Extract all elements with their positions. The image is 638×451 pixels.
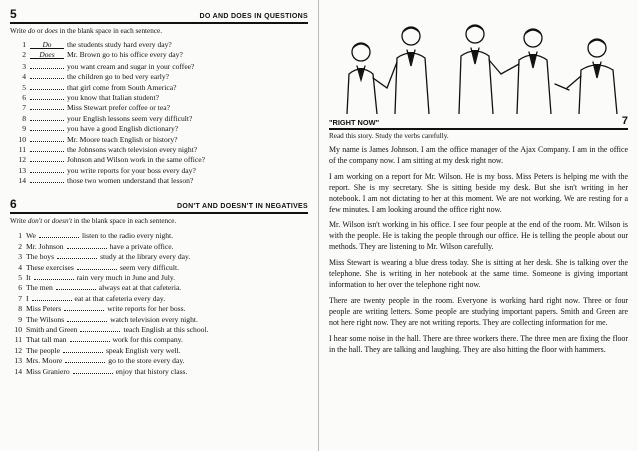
item-text: teach English at this school.	[123, 324, 209, 334]
item-text: you write reports for your boss every day?	[67, 165, 196, 175]
item-text: the children go to bed very early?	[67, 72, 170, 82]
item-subject: We	[26, 231, 36, 241]
answer-blank[interactable]	[30, 134, 64, 142]
exercise-6-item	[10, 334, 308, 344]
answer-blank[interactable]	[77, 262, 117, 270]
item-number: 2	[22, 50, 26, 60]
item-subject: The Wilsons	[26, 314, 65, 324]
exercise-6-item	[10, 366, 308, 376]
item-text: watch television every night.	[110, 314, 198, 324]
instruction-text: in the blank space in each sentence.	[72, 217, 177, 226]
item-number: 10	[14, 324, 22, 334]
item-text: have a private office.	[109, 241, 174, 251]
item-text: the students study hard every day?	[67, 40, 172, 49]
exercise-6-item	[10, 230, 308, 240]
answer-blank[interactable]	[39, 230, 79, 238]
exercise-6-item	[10, 241, 308, 251]
exercise-5-item	[10, 113, 308, 123]
item-text: Miss Stewart prefer coffee or tea?	[67, 103, 170, 113]
answer-blank[interactable]	[30, 165, 64, 173]
item-number: 14	[18, 176, 26, 186]
item-subject: Miss Peters	[26, 304, 62, 314]
item-text: that girl come from South America?	[67, 82, 177, 92]
item-number: 12	[18, 155, 26, 165]
answer-blank[interactable]	[73, 366, 113, 374]
section-title: DO AND DOES IN QUESTIONS	[199, 13, 308, 20]
item-number: 13	[18, 165, 26, 175]
answer-blank[interactable]: Does	[30, 51, 64, 59]
item-number: 7	[22, 103, 26, 113]
item-text: Mr. Brown go to his office every day?	[67, 50, 183, 60]
item-number: 11	[18, 144, 26, 154]
item-number: 7	[18, 293, 22, 303]
story-paragraph: I hear some noise in the hall. There are three workers there. The three men are fixing the floor in the hall. They are talking and laughing. They are also hitting the floor with hammers.	[329, 333, 628, 354]
item-number: 10	[18, 134, 26, 144]
item-text: enjoy that history class.	[115, 366, 188, 376]
item-text: eat at that cafeteria every day.	[74, 293, 166, 303]
answer-blank[interactable]	[65, 355, 105, 363]
exercise-6-item	[10, 262, 308, 272]
item-text: study at the library every day.	[100, 252, 191, 262]
exercise-6-item	[10, 272, 308, 282]
item-text: your English lessons seem very difficult?	[67, 113, 193, 123]
exercise-6-item	[10, 251, 308, 261]
item-number: 14	[14, 366, 22, 376]
item-subject: I	[26, 293, 29, 303]
item-subject: Mrs. Moore	[26, 356, 63, 366]
item-number: 5	[22, 82, 26, 92]
item-number: 5	[18, 273, 22, 283]
instruction-text: or	[42, 217, 52, 226]
instruction-word: do	[27, 27, 36, 35]
answer-blank[interactable]	[30, 82, 64, 90]
exercise-5-item	[10, 82, 308, 92]
answer-blank[interactable]	[67, 241, 107, 249]
item-text: you have a good English dictionary?	[67, 124, 179, 134]
story-text	[329, 145, 628, 355]
item-subject: Smith and Green	[26, 324, 78, 334]
exercise-5-item	[10, 102, 308, 112]
answer-blank[interactable]	[57, 251, 97, 259]
item-number: 1	[18, 231, 22, 241]
item-number: 9	[18, 314, 22, 324]
instruction-text: Write	[10, 217, 28, 226]
item-text: write reports for her boss.	[107, 304, 186, 314]
instruction-text: in the blank space in each sentence.	[57, 27, 163, 35]
section-title: DON'T AND DOESN'T IN NEGATIVES	[177, 203, 308, 211]
illustration-drawing	[325, 8, 631, 114]
answer-blank[interactable]	[56, 282, 96, 290]
exercise-5-item	[10, 144, 308, 154]
section-6-header	[10, 198, 308, 214]
item-number: 12	[14, 345, 22, 355]
exercise-6-item	[10, 314, 308, 324]
answer-blank[interactable]	[70, 334, 110, 342]
instruction-text: or	[35, 27, 45, 35]
office-people-illustration	[325, 8, 632, 114]
exercise-6-list	[10, 230, 308, 375]
item-number: 13	[14, 356, 22, 366]
exercise-5-list	[10, 40, 308, 185]
answer-blank[interactable]	[30, 154, 64, 162]
exercise-5-item	[10, 71, 308, 81]
story-paragraph: Mr. Wilson isn't working in his office. I see four people at the end of the room. Mr. Wilson is with the people. He is taking the people through our office. He is telling the people about our methods. They are listening to Mr. Wilson carefully.	[329, 220, 628, 252]
answer-blank[interactable]	[67, 314, 107, 322]
exercise-6-item	[10, 293, 308, 303]
answer-blank[interactable]	[30, 102, 64, 110]
item-subject: Miss Graniero	[26, 366, 70, 376]
story-paragraph: There are twenty people in the room. Everyone is working hard right now. Three or four people are writing letters. Some people are studying important papers. Smith and Green are not here right now. They are not writing reports. They are collecting information for me.	[329, 295, 628, 327]
item-text: seem very difficult.	[119, 262, 179, 272]
exercise-6-item	[10, 282, 308, 292]
story-paragraph: Miss Stewart is wearing a blue dress today. She is sitting at her desk. She is talking over the telephone. She is writing in her notebook at the same time. Someone is giving important information to her over the telephone right now.	[329, 258, 628, 289]
item-number: 4	[22, 72, 26, 82]
item-number: 1	[22, 40, 26, 49]
story-paragraph: I am working on a report for Mr. Wilson. He is my boss. Miss Peters is helping me with the report. She is my secretary. She is sitting beside my desk. But she isn't writing in her notebook. I am not dictating to her at this moment. We are not working. We are resting for a few minutes. I am looking around the office right now.	[329, 171, 628, 214]
answer-blank[interactable]	[30, 71, 64, 79]
item-text: go to the store every day.	[108, 356, 185, 366]
answer-blank[interactable]: Do	[30, 41, 64, 49]
section-number: 5	[10, 7, 17, 21]
item-text: listen to the radio every night.	[81, 231, 174, 241]
item-text: speak English very well.	[105, 345, 181, 355]
item-text: the Johnsons watch television every night?	[67, 144, 198, 154]
item-number: 2	[18, 241, 22, 251]
instruction-word: don't	[27, 217, 43, 226]
exercise-6-item	[10, 324, 308, 334]
answer-blank[interactable]	[30, 92, 64, 100]
exercise-6-item	[10, 355, 308, 365]
section-number: 6	[10, 197, 17, 212]
story-title: "RIGHT NOW"	[329, 118, 380, 127]
exercise-6-item	[10, 345, 308, 355]
exercise-5-item	[10, 134, 308, 144]
answer-blank[interactable]	[30, 61, 64, 69]
item-text: those two women understand that lesson?	[67, 176, 194, 186]
right-page	[319, 0, 638, 451]
section-5-instruction	[10, 27, 308, 35]
answer-blank[interactable]	[30, 144, 64, 152]
section-5-header	[10, 8, 308, 24]
item-text: Mr. Moore teach English or history?	[67, 134, 178, 144]
item-text: always eat at that cafeteria.	[98, 283, 182, 293]
answer-blank[interactable]	[34, 272, 74, 280]
instruction-text: Write	[10, 27, 28, 35]
story-number: 7	[621, 115, 628, 127]
exercise-5-item	[10, 61, 308, 71]
exercise-5-item	[10, 165, 308, 175]
item-number: 3	[22, 61, 26, 71]
item-subject: The people	[26, 345, 60, 355]
item-subject: Mr. Johnson	[26, 241, 64, 251]
answer-blank[interactable]	[30, 175, 64, 183]
item-number: 9	[22, 124, 26, 134]
item-subject: It	[26, 273, 31, 283]
exercise-5-item	[10, 175, 308, 185]
item-number: 11	[14, 335, 22, 345]
item-subject: That tall man	[26, 335, 67, 345]
item-subject: The boys	[26, 252, 55, 262]
instruction-word: does	[44, 27, 58, 35]
answer-blank[interactable]	[30, 113, 64, 121]
exercise-5-item	[10, 154, 308, 164]
exercise-5-item	[10, 40, 308, 50]
item-text: work for this company.	[112, 335, 183, 345]
story-instruction: Read this story. Study the verbs carefully.	[329, 132, 449, 140]
answer-blank[interactable]	[63, 345, 103, 353]
instruction-word: doesn't	[51, 217, 73, 226]
item-number: 6	[22, 92, 26, 102]
item-number: 8	[18, 304, 22, 314]
item-number: 6	[18, 283, 22, 293]
exercise-5-item	[10, 123, 308, 133]
item-number: 8	[22, 113, 26, 123]
story-header	[329, 114, 628, 127]
story-divider	[329, 128, 628, 130]
item-subject: The men	[26, 283, 53, 293]
answer-blank[interactable]	[80, 324, 120, 332]
exercise-5-item	[10, 92, 308, 102]
exercise-5-item	[10, 50, 308, 60]
item-text: you know that Italian student?	[67, 92, 159, 102]
story-paragraph: My name is James Johnson. I am the office manager of the Ajax Company. I am in the office of the company now. I am sitting at my desk right now.	[329, 145, 628, 165]
item-text: you want cream and sugar in your coffee?	[67, 61, 195, 71]
item-text: Johnson and Wilson work in the same office?	[67, 155, 205, 165]
item-number: 3	[18, 252, 22, 262]
item-number: 4	[18, 262, 22, 272]
answer-blank[interactable]	[30, 123, 64, 131]
answer-blank[interactable]	[64, 303, 104, 311]
answer-blank[interactable]	[32, 293, 72, 301]
section-6-instruction	[10, 217, 308, 225]
item-text: rain very much in June and July.	[76, 273, 176, 283]
exercise-6-item	[10, 303, 308, 313]
item-subject: These exercises	[26, 262, 74, 272]
